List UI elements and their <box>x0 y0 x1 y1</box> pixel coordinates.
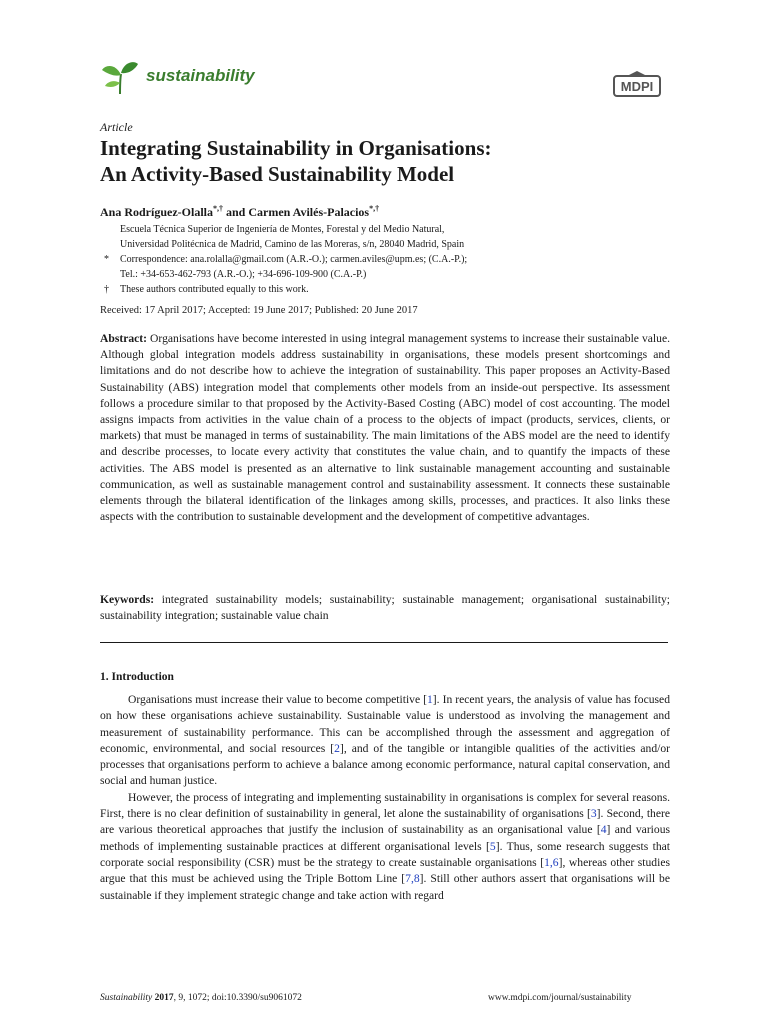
keywords-label: Keywords: <box>100 593 155 606</box>
journal-logo[interactable] <box>100 56 300 106</box>
mdpi-logo-icon[interactable] <box>612 70 662 98</box>
keywords-text: integrated sustainability models; sustainability; sustainable management; organisational sustainability; sustainability integration; sustainable value chain <box>100 593 670 623</box>
footer-citation-rest: , 9, 1072; doi:10.3390/su9061072 <box>173 993 302 1003</box>
author-2[interactable]: and Carmen Avilés-Palacios <box>223 205 370 219</box>
divider <box>100 642 668 643</box>
journal-name: sustainability <box>146 66 255 85</box>
title-line-2: An Activity-Based Sustainability Model <box>100 162 455 186</box>
keywords <box>100 592 670 624</box>
footer-year: 2017 <box>154 993 174 1003</box>
paper-title <box>100 135 660 187</box>
affiliations <box>100 222 660 297</box>
citation-link[interactable]: 4 <box>600 823 607 837</box>
mdpi-logo-text: MDPI <box>620 79 654 94</box>
paragraph-2: However, the process of integrating and implementing sustainability in organisations is complex for several reasons. First, there is no clear definition of sustainability in general, let alone the sustainability of organisations [3]. Second, there are various theoretical approaches that justify the inclusion of sustainability as an organisational value [4] and various methods of implementing sustainable practices at different organisational levels [5]. Thus, some research suggests that corporate social responsibility (CSR) must be the strategy to create sustainable organisations [1,6], whereas other studies argue that this must be achieved using the Triple Bottom Line [7,8]. Still other authors assert that organisations will be sustainable if they implement strategic change and take action with regard <box>100 790 671 902</box>
affiliation-line-2: Universidad Politécnica de Madrid, Camino de las Moreras, s/n, 28040 Madrid, Spain <box>120 239 465 250</box>
section-heading: 1. Introduction <box>100 671 174 683</box>
footer-citation <box>100 993 302 1003</box>
footer-journal: Sustainability <box>100 993 153 1003</box>
author-1[interactable]: Ana Rodríguez-Olalla <box>100 205 213 219</box>
footer-url[interactable]: www.mdpi.com/journal/sustainability <box>488 993 632 1003</box>
correspondence-line-1[interactable]: Correspondence: ana.rolalla@gmail.com (A.R.-O.); carmen.aviles@upm.es; (C.A.-P.); <box>120 254 468 265</box>
authors <box>100 204 379 220</box>
leaf-logo-icon <box>100 58 140 98</box>
affiliation-line-1: Escuela Técnica Superior de Ingeniería de Montes, Forestal y del Medio Natural, <box>120 224 445 235</box>
equal-symbol: † <box>104 284 109 295</box>
correspondence-symbol: * <box>104 254 109 265</box>
equal-note: These authors contributed equally to this work. <box>120 284 309 295</box>
citation-link[interactable]: 1,6 <box>544 855 559 869</box>
abstract <box>100 331 670 525</box>
correspondence <box>100 252 660 267</box>
citation-link[interactable]: 5 <box>489 839 496 853</box>
correspondence-line-2: Tel.: +34-653-462-793 (A.R.-O.); +34-696-109-900 (C.A.-P.) <box>120 269 367 280</box>
article-type: Article <box>100 120 133 134</box>
publication-dates: Received: 17 April 2017; Accepted: 19 June 2017; Published: 20 June 2017 <box>100 305 418 316</box>
citation-link[interactable]: 2 <box>334 741 340 755</box>
abstract-text: Organisations have become interested in using integral management systems to increase their sustainable value. Although global integration models address sustainability in organisations, these models present shortcomings and limitations and do not describe how to achieve the integration of sustainability. This paper proposes an Activity-Based Sustainability (ABS) integration model that complements other models from an inside-out perspective. Its assessment follows a procedure similar to that proposed by the Activity-Based Costing (ABC) model of cost accounting. The model assigns impacts from activities in the value chain of a process to the objects of impact (products, services, clients, or markets) that must be managed in terms of sustainability. The main limitations of the ABS model are the need to identify and describe processes, to locate every activity that constitutes the value chain, and to quantify the impacts of these activities. The ABS model is presented as an alternative to link sustainable management accounting and sustainable communication, as well as sustainable management control and sustainability assessment. It connects these sustainable elements through the bilateral identification of the linkages among skills, processes, and practices. It also links these aspects with the contribution to sustainable development and the development of competitive advantages. <box>100 332 670 524</box>
abstract-label: Abstract: <box>100 332 148 345</box>
title-line-1: Integrating Sustainability in Organisations: <box>100 136 492 160</box>
equal-contribution <box>100 282 660 297</box>
paragraph-1: Organisations must increase their value to become competitive [1]. In recent years, the analysis of value has focused on how these organisations achieve sustainability. Sustainable value is understood as involving the management and measurement of sustainability performance. This can be accomplished through the assessment and aggregation of economic, environmental, and social resources [2], and of the tangible or intangible qualities of the activities and/or processes that organisations perform to achieve a balance among economic performance, natural capital conservation, and social and human justice. <box>100 693 670 788</box>
author-1-marks: *,† <box>213 204 223 213</box>
citation-link[interactable]: 1 <box>427 693 433 706</box>
section-body <box>100 692 670 904</box>
author-2-marks: *,† <box>369 204 380 213</box>
citation-link[interactable]: 3 <box>590 807 597 821</box>
citation-link[interactable]: 7,8 <box>405 872 420 886</box>
